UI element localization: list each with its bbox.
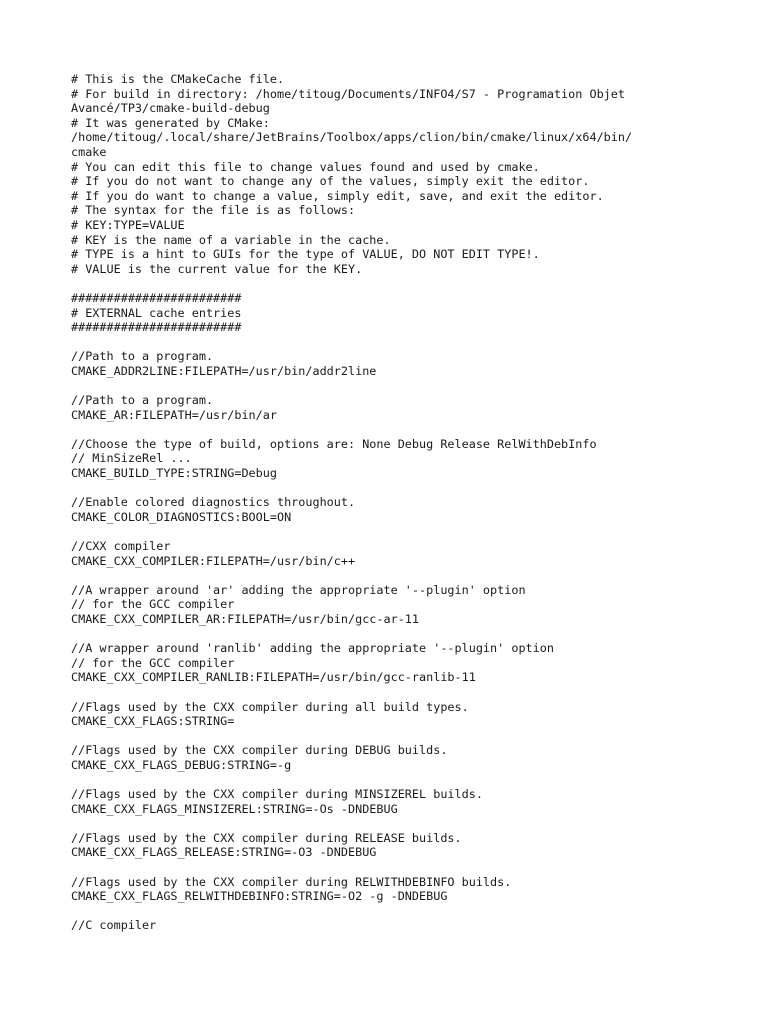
blank-line (71, 422, 751, 437)
entry-comment: //Path to a program. (71, 349, 214, 364)
entry-comment: //Choose the type of build, options are: None Debug Release RelWithDebInfo (71, 436, 597, 451)
cache-entry (71, 539, 751, 568)
header-line: # KEY:TYPE=VALUE (71, 217, 185, 232)
banner-line: ######################## (71, 290, 242, 305)
blank-line (71, 276, 751, 291)
blank-line (71, 816, 751, 831)
cmake-cache-document (71, 72, 751, 933)
cache-entry (71, 641, 751, 685)
entry-comment: //Flags used by the CXX compiler during DEBUG builds. (71, 743, 448, 758)
entry-value: CMAKE_CXX_FLAGS_MINSIZEREL:STRING=-Os -DNDEBUG (71, 801, 398, 816)
blank-line (71, 685, 751, 700)
header-line: # It was generated by CMake: (71, 115, 270, 130)
cache-entry (71, 700, 751, 729)
cache-entry (71, 393, 751, 422)
cache-entry (71, 787, 751, 816)
entry-value: CMAKE_CXX_FLAGS_DEBUG:STRING=-g (71, 757, 292, 772)
header-line: # KEY is the name of a variable in the cache. (71, 232, 391, 247)
blank-line (71, 773, 751, 788)
entry-value: CMAKE_ADDR2LINE:FILEPATH=/usr/bin/addr2line (71, 363, 377, 378)
header-line: # If you do not want to change any of the values, simply exit the editor. (71, 174, 590, 189)
cache-entry (71, 349, 751, 378)
blank-line (71, 335, 751, 350)
blank-line (71, 627, 751, 642)
entry-value: CMAKE_BUILD_TYPE:STRING=Debug (71, 466, 277, 481)
entry-comment: //Enable colored diagnostics throughout. (71, 495, 356, 510)
entry-comment: //Flags used by the CXX compiler during RELEASE builds. (71, 830, 462, 845)
file-header-comments (71, 72, 751, 276)
cache-entry (71, 831, 751, 860)
header-line: # The syntax for the file is as follows: (71, 203, 356, 218)
cache-entry (71, 875, 751, 904)
entry-comment: //Flags used by the CXX compiler during RELWITHDEBINFO builds. (71, 874, 512, 889)
trailing-comment: //C compiler (71, 918, 157, 933)
header-line: cmake (71, 144, 107, 159)
entry-value: CMAKE_CXX_FLAGS:STRING= (71, 714, 235, 729)
blank-line (71, 729, 751, 744)
entry-comment: // for the GCC compiler (71, 655, 235, 670)
entry-value: CMAKE_COLOR_DIAGNOSTICS:BOOL=ON (71, 509, 292, 524)
entry-value: CMAKE_CXX_FLAGS_RELEASE:STRING=-O3 -DNDEBUG (71, 845, 377, 860)
blank-line (71, 378, 751, 393)
cache-entry (71, 495, 751, 524)
blank-line (71, 568, 751, 583)
entry-value: CMAKE_AR:FILEPATH=/usr/bin/ar (71, 407, 277, 422)
entry-comment: //Flags used by the CXX compiler during MINSIZEREL builds. (71, 787, 483, 802)
entry-comment: // for the GCC compiler (71, 597, 235, 612)
entry-value: CMAKE_CXX_COMPILER_RANLIB:FILEPATH=/usr/bin/gcc-ranlib-11 (71, 670, 476, 685)
header-line: # For build in directory: /home/titoug/Documents/INFO4/S7 - Programation Objet (71, 86, 625, 101)
entry-comment: //Path to a program. (71, 393, 214, 408)
entry-value: CMAKE_CXX_COMPILER:FILEPATH=/usr/bin/c++ (71, 553, 356, 568)
entry-comment: //Flags used by the CXX compiler during all build types. (71, 699, 469, 714)
blank-line (71, 860, 751, 875)
section-banner (71, 291, 751, 335)
entry-value: CMAKE_CXX_COMPILER_AR:FILEPATH=/usr/bin/gcc-ar-11 (71, 611, 420, 626)
blank-line (71, 904, 751, 919)
header-line: # VALUE is the current value for the KEY. (71, 261, 363, 276)
cache-entry (71, 437, 751, 481)
header-line: # If you do want to change a value, simply edit, save, and exit the editor. (71, 188, 604, 203)
entry-comment: //A wrapper around 'ar' adding the appropriate '--plugin' option (71, 582, 526, 597)
cache-entry (71, 583, 751, 627)
blank-line (71, 481, 751, 496)
header-line: # This is the CMakeCache file. (71, 72, 285, 86)
header-line: # You can edit this file to change values found and used by cmake. (71, 159, 540, 174)
cache-entry (71, 743, 751, 772)
banner-line: # EXTERNAL cache entries (71, 305, 242, 320)
header-line: # TYPE is a hint to GUIs for the type of VALUE, DO NOT EDIT TYPE!. (71, 247, 540, 262)
entry-comment: //CXX compiler (71, 539, 171, 553)
entry-comment: // MinSizeRel ... (71, 451, 192, 466)
entry-comment: //A wrapper around 'ranlib' adding the appropriate '--plugin' option (71, 641, 554, 656)
header-line: Avancé/TP3/cmake-build-debug (71, 101, 270, 116)
entry-value: CMAKE_CXX_FLAGS_RELWITHDEBINFO:STRING=-O2 -g -DNDEBUG (71, 889, 448, 904)
banner-line: ######################## (71, 320, 242, 335)
blank-line (71, 524, 751, 539)
header-line: /home/titoug/.local/share/JetBrains/Toolbox/apps/clion/bin/cmake/linux/x64/bin/ (71, 130, 633, 145)
